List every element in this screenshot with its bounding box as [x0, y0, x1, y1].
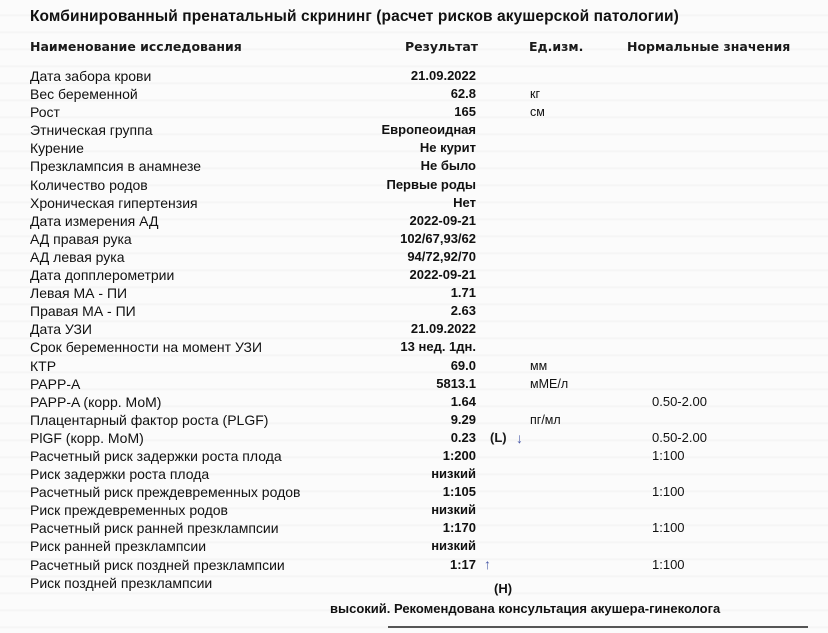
row-result: 9.29 — [450, 411, 476, 427]
row-normal: 1:100 — [652, 447, 685, 463]
table-row — [0, 103, 828, 121]
row-name: КТР — [30, 357, 57, 374]
row-result: 69.0 — [450, 357, 476, 373]
row-name: Этническая группа — [30, 122, 153, 139]
table-row — [0, 375, 828, 393]
table-row — [0, 574, 828, 592]
table-row — [0, 556, 828, 574]
table-row — [0, 429, 828, 447]
row-unit: мМЕ/л — [530, 376, 569, 391]
row-result: 21.09.2022 — [410, 321, 476, 337]
row-name: Риск поздней презклампсии — [30, 574, 213, 591]
row-result: 2022-09-21 — [409, 267, 476, 283]
row-name: Риск задержки роста плода — [30, 466, 210, 483]
table-row — [0, 465, 828, 483]
row-name: Хроническая гипертензия — [30, 194, 198, 211]
table-row — [0, 447, 828, 465]
row-result: Первые роды — [386, 176, 476, 192]
report-title: Комбинированный пренатальный скрининг (расчет рисков акушерской патологии) — [30, 8, 679, 25]
row-name: АД левая рука — [30, 248, 125, 265]
table-row — [0, 393, 828, 411]
table-row — [0, 537, 828, 555]
column-header-result: Результат — [405, 39, 479, 54]
table-row — [0, 230, 828, 248]
row-name: Презклампсия в анамнезе — [30, 158, 201, 175]
divider — [388, 626, 808, 628]
table-row — [0, 411, 828, 429]
row-name: Дата измерения АД — [30, 212, 159, 229]
row-result: 21.09.2022 — [410, 68, 476, 83]
row-result: Не было — [420, 158, 476, 174]
table-row — [0, 248, 828, 266]
row-result: 0.23 — [450, 429, 476, 445]
row-name: PlGF (корр. МоМ) — [30, 429, 144, 446]
row-name: Плацентарный фактор роста (PLGF) — [30, 411, 269, 428]
table-row — [0, 212, 828, 230]
row-unit: см — [530, 105, 545, 120]
row-name: Рост — [30, 104, 60, 121]
table-row — [0, 67, 828, 85]
table-row — [0, 176, 828, 194]
row-name: Правая МА - ПИ — [30, 303, 136, 320]
column-header-name: Наименование исследования — [30, 39, 242, 54]
row-result: низкий — [431, 502, 476, 518]
row-result: 1.71 — [450, 285, 476, 301]
row-result: 94/72,92/70 — [407, 248, 476, 264]
row-result: 1.64 — [450, 393, 476, 409]
row-name: Риск ранней презклампсии — [30, 538, 207, 555]
table-row — [0, 194, 828, 212]
column-header-normal: Нормальные значения — [627, 39, 791, 54]
low-flag: (L) — [490, 429, 507, 445]
row-name: АД правая рука — [30, 230, 132, 247]
row-normal: 1:100 — [652, 556, 685, 572]
row-result: 1:17 — [449, 556, 476, 572]
table-row — [0, 338, 828, 356]
table-row — [0, 284, 828, 302]
table-row — [0, 85, 828, 103]
row-result: Нет — [453, 194, 476, 210]
row-name: Расчетный риск преждевременных родов — [30, 484, 301, 501]
conclusion-text: высокий. Рекомендована консультация акушера-гинеколога — [330, 601, 721, 616]
arrow-up-icon: ↑ — [484, 555, 491, 572]
table-row — [0, 501, 828, 519]
table-row — [0, 320, 828, 338]
row-result: 62.8 — [450, 86, 476, 102]
row-result: низкий — [431, 538, 476, 554]
arrow-down-icon: ↓ — [516, 429, 523, 446]
row-name: Срок беременности на момент УЗИ — [30, 339, 263, 356]
row-normal: 1:100 — [652, 520, 685, 536]
row-name: Дата УЗИ — [30, 321, 92, 338]
row-result: Не курит — [419, 140, 476, 156]
table-row — [0, 139, 828, 157]
table-row — [0, 519, 828, 537]
column-header-unit: Ед.изм. — [529, 39, 584, 54]
row-result: 1:105 — [442, 484, 476, 500]
row-normal: 0.50-2.00 — [652, 429, 707, 445]
row-unit: кг — [530, 87, 541, 102]
row-result: 2022-09-21 — [409, 212, 476, 228]
row-unit: пг/мл — [530, 412, 561, 427]
row-name: Дата допплерометрии — [30, 267, 175, 284]
high-flag: (H) — [494, 581, 513, 596]
row-name: Дата забора крови — [30, 68, 152, 84]
row-result: 13 нед. 1дн. — [400, 339, 476, 355]
row-name: Количество родов — [30, 176, 148, 193]
row-result: низкий — [431, 466, 476, 482]
table-row — [0, 121, 828, 139]
row-result: 1:170 — [442, 520, 476, 536]
row-normal: 0.50-2.00 — [652, 393, 707, 409]
row-name: Расчетный риск ранней презклампсии — [30, 520, 279, 537]
row-result: 165 — [454, 104, 476, 120]
row-name: PAPP-A (корр. МоМ) — [30, 393, 162, 410]
row-result: 102/67,93/62 — [400, 230, 476, 246]
row-result: Европеоидная — [381, 122, 476, 138]
row-normal: 1:100 — [652, 484, 685, 500]
table-row — [0, 266, 828, 284]
results-table — [0, 67, 828, 592]
row-result: 2.63 — [450, 303, 476, 319]
row-name: Риск преждевременных родов — [30, 502, 228, 519]
row-unit: мм — [530, 358, 548, 373]
row-name: Левая МА - ПИ — [30, 285, 128, 302]
row-result: 1:200 — [442, 447, 476, 463]
table-row — [0, 157, 828, 175]
row-name: Расчетный риск поздней презклампсии — [30, 556, 285, 573]
row-name: Курение — [30, 140, 84, 157]
row-name: Расчетный риск задержки роста плода — [30, 447, 282, 464]
row-name: Вес беременной — [30, 86, 138, 103]
table-row — [0, 483, 828, 501]
table-row — [0, 302, 828, 320]
table-row — [0, 357, 828, 375]
row-result: 5813.1 — [436, 375, 476, 391]
row-name: PAPP-A — [30, 375, 81, 392]
